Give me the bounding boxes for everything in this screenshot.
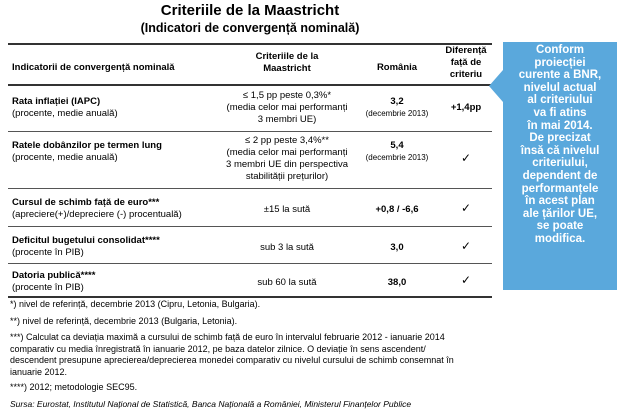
header-diff-line3: criteriu bbox=[449, 69, 483, 80]
footnote: ****) 2012; metodologie SEC95. bbox=[10, 381, 138, 392]
table-top-border bbox=[8, 43, 492, 45]
footnote: ianuarie 2012. bbox=[10, 366, 68, 377]
header-criteria bbox=[222, 51, 352, 75]
footnote: **) nivel de referință, decembrie 2013 (Bulgaria, Letonia). bbox=[10, 315, 238, 326]
romania-value: 3,2 bbox=[390, 96, 404, 107]
table-bottom-border bbox=[8, 296, 492, 298]
header-indicator: Indicatorii de convergență nominală bbox=[12, 62, 175, 73]
header-diff-line2: față de bbox=[450, 57, 482, 68]
check-icon: ✓ bbox=[460, 151, 472, 165]
table-row bbox=[12, 270, 230, 294]
row-sub: (procente în PIB) bbox=[12, 282, 84, 293]
criteria-line: ≤ 2 pp peste 3,4%** bbox=[245, 135, 329, 146]
row-sub: (procente în PIB) bbox=[12, 247, 84, 258]
criteria-line: stabilității prețurilor) bbox=[245, 171, 329, 182]
romania-value: 5,4 bbox=[390, 140, 404, 151]
callout-box bbox=[503, 42, 617, 290]
row-diff: +1,4pp bbox=[450, 102, 482, 113]
footnote: descendent presupune aprecierea/deprecierea monedei comparativ cu nivelul cursului de schimb consemnat în bbox=[10, 355, 454, 366]
callout-line: criteriului, bbox=[532, 157, 588, 170]
footnote: comparativ cu media înregistrată în ianuarie 2012, pe baza datelor zilnice. O deviație în sens ascendent/ bbox=[10, 343, 426, 354]
callout-line: modifica. bbox=[534, 232, 586, 245]
header-diff bbox=[436, 45, 496, 81]
check-icon: ✓ bbox=[460, 273, 472, 287]
table-row bbox=[12, 140, 230, 164]
header-romania: România bbox=[376, 62, 418, 73]
romania-value: +0,8 / -6,6 bbox=[375, 204, 419, 215]
row-criteria: sub 60 la sută bbox=[257, 277, 317, 288]
row-divider bbox=[8, 188, 492, 189]
row-sub: (procente, medie anuală) bbox=[12, 152, 118, 163]
romania-value: 38,0 bbox=[387, 277, 407, 288]
footnotes bbox=[10, 299, 505, 411]
row-criteria bbox=[222, 135, 352, 183]
row-name: Cursul de schimb față de euro*** bbox=[12, 197, 160, 208]
romania-value: 3,0 bbox=[390, 242, 404, 253]
callout-line: al criteriului bbox=[527, 94, 593, 107]
row-romania bbox=[358, 96, 436, 120]
row-divider bbox=[8, 263, 492, 264]
callout-line: însă că nivelul bbox=[520, 144, 600, 157]
callout-line: în mai 2014. bbox=[527, 119, 593, 132]
criteria-line: 3 membri UE) bbox=[257, 114, 317, 125]
callout-line: proiecției bbox=[534, 56, 586, 69]
callout-text bbox=[503, 44, 617, 246]
callout-line: curente a BNR, bbox=[518, 69, 602, 82]
row-name: Datoria publică**** bbox=[12, 270, 96, 281]
header-bottom-border bbox=[8, 84, 492, 86]
table-row bbox=[12, 235, 230, 259]
row-name: Deficitul bugetului consolidat**** bbox=[12, 235, 160, 246]
row-divider bbox=[8, 226, 492, 227]
callout-line: dependent de bbox=[522, 169, 598, 182]
row-criteria bbox=[222, 90, 352, 126]
row-criteria: ±15 la sută bbox=[263, 204, 311, 215]
callout-line: Conform bbox=[536, 44, 584, 56]
callout-line: ale țărilor UE, bbox=[522, 207, 598, 220]
callout-arrow-icon bbox=[489, 70, 503, 102]
row-romania bbox=[358, 140, 436, 164]
table-row bbox=[12, 197, 230, 221]
header-diff-line1: Diferență bbox=[445, 45, 487, 56]
callout-line: performanțele bbox=[521, 182, 599, 195]
criteria-line: (media celor mai performanți bbox=[226, 102, 348, 113]
romania-value-note: (decembrie 2013) bbox=[365, 109, 429, 118]
source-note: Sursa: Eurostat, Institutul Național de Statistică, Banca Națională a României, Ministerul Finanțelor Publice bbox=[10, 399, 412, 410]
row-name: Ratele dobânzilor pe termen lung bbox=[12, 140, 162, 151]
criteria-line: 3 membri UE din perspectiva bbox=[226, 159, 348, 170]
header-criteria-line2: Maastricht bbox=[263, 63, 311, 74]
header-criteria-line1: Criteriile de la bbox=[255, 51, 319, 62]
criteria-line: (media celor mai performanți bbox=[226, 147, 348, 158]
callout-line: De precizat bbox=[529, 132, 591, 145]
row-criteria: sub 3 la sută bbox=[260, 242, 314, 253]
table-row bbox=[12, 96, 230, 120]
romania-value-note: (decembrie 2013) bbox=[365, 153, 429, 162]
page-title: Criteriile de la Maastricht bbox=[160, 2, 340, 19]
callout-line: nivelul actual bbox=[523, 81, 597, 94]
callout-line: se poate bbox=[536, 220, 584, 233]
row-sub: (apreciere(+)/depreciere (-) procentuală) bbox=[12, 209, 182, 220]
check-icon: ✓ bbox=[460, 239, 472, 253]
row-sub: (procente, medie anuală) bbox=[12, 108, 118, 119]
criteria-line: ≤ 1,5 pp peste 0,3%* bbox=[242, 90, 332, 101]
callout-line: va fi atins bbox=[533, 106, 587, 119]
row-divider bbox=[8, 131, 492, 132]
callout-line: în acest plan bbox=[525, 195, 595, 208]
page-subtitle: (Indicatori de convergență nominală) bbox=[140, 21, 360, 35]
callout-panel bbox=[503, 42, 617, 290]
footnote: ***) Calculat ca deviația maximă a cursului de schimb față de euro în intervalul februarie 2012 - ianuarie 2014 bbox=[10, 332, 445, 343]
check-icon: ✓ bbox=[460, 201, 472, 215]
footnote: *) nivel de referință, decembrie 2013 (Cipru, Letonia, Bulgaria). bbox=[10, 299, 261, 309]
row-name: Rata inflației (IAPC) bbox=[12, 96, 101, 107]
